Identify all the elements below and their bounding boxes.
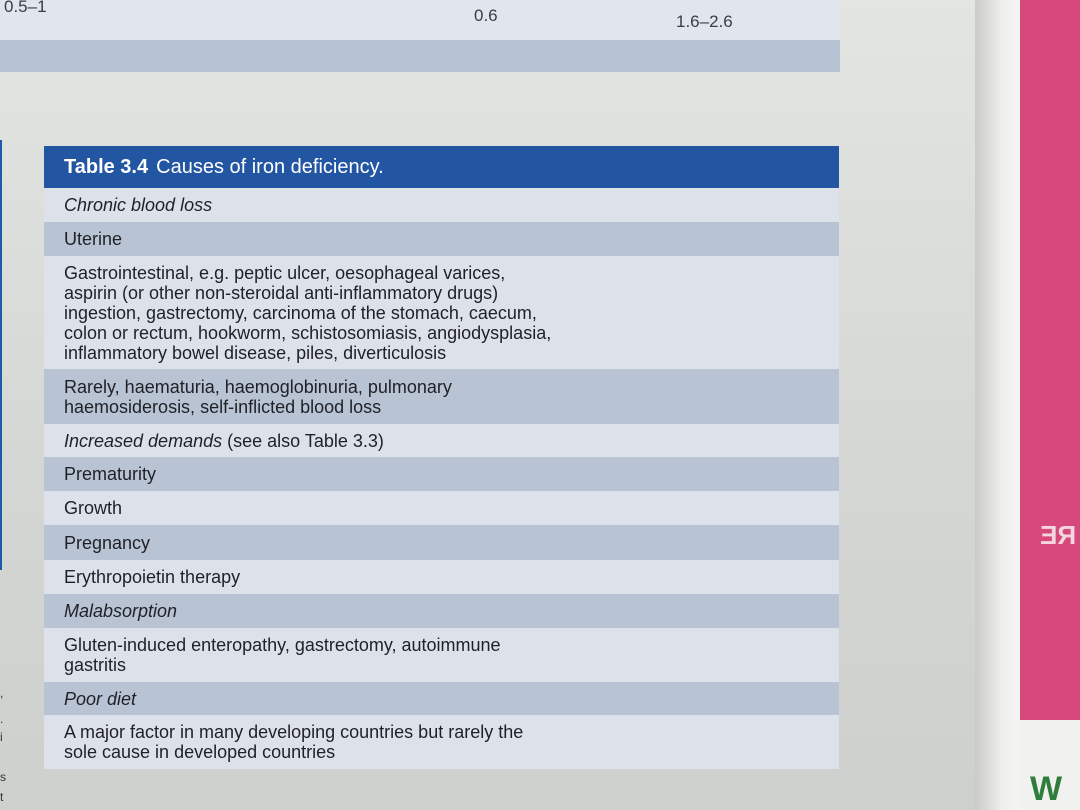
previous-table-row: [0, 40, 840, 72]
margin-mark: t: [0, 790, 4, 804]
table-row-text: Prematurity: [64, 464, 157, 484]
table-row-text: Pregnancy: [64, 532, 151, 553]
table-row: [44, 525, 839, 560]
table-row-text: inflammatory bowel disease, piles, diverticulosis: [64, 342, 447, 363]
table-category-row: [44, 424, 839, 457]
table-row-text: aspirin (or other non-steroidal anti-inflammatory drugs): [64, 282, 499, 303]
table-row: [44, 560, 839, 594]
table-row-text: Malabsorption: [64, 601, 178, 621]
table-row-text: Chronic blood loss: [64, 195, 213, 215]
previous-table-fragment: [0, 0, 840, 72]
table-row: [44, 491, 839, 525]
table-row-line: [64, 431, 819, 451]
table-row-text: Erythropoietin therapy: [64, 567, 241, 587]
table-row-text: Gastrointestinal, e.g. peptic ulcer, oesophageal varices,: [64, 262, 506, 283]
margin-mark: .: [0, 712, 4, 726]
table-row-text: gastritis: [64, 655, 127, 675]
table-category-row: [44, 594, 839, 628]
table-row-text: colon or rectum, hookworm, schistosomiasis, angiodysplasia,: [64, 322, 552, 343]
previous-table-cell: 1.6–2.6: [676, 12, 733, 31]
table-category-row: [44, 682, 839, 715]
table-body: [44, 188, 839, 769]
table-row-text: haemosiderosis, self-inflicted blood loss: [64, 396, 382, 417]
table-row-text: Uterine: [64, 229, 123, 249]
table-row: [44, 256, 839, 369]
table-row-text: sole cause in developed countries: [64, 742, 336, 762]
table-row-suffix: (see also Table 3.3): [222, 430, 384, 451]
book-gutter: [975, 0, 1020, 810]
facing-page-pink: [1020, 0, 1080, 720]
table-row: [44, 369, 839, 424]
table-category-row: [44, 188, 839, 222]
table-number: Table 3.4: [64, 155, 149, 178]
table-row-text: A major factor in many developing countries but rarely the: [64, 722, 524, 742]
iron-deficiency-table: [44, 146, 839, 769]
table-caption: [44, 146, 839, 188]
table-row: [44, 715, 839, 769]
margin-mark: s: [0, 770, 6, 784]
table-row: [44, 628, 839, 682]
table-row: [44, 457, 839, 491]
left-column-rule: [0, 140, 2, 570]
margin-mark: i: [0, 730, 3, 744]
table-row-text: Rarely, haematuria, haemoglobinuria, pulmonary: [64, 376, 452, 397]
table-caption-text: Causes of iron deficiency.: [156, 155, 384, 178]
previous-table-cell: 0.5–1: [4, 0, 47, 16]
table-row-text: ingestion, gastrectomy, carcinoma of the stomach, caecum,: [64, 302, 537, 323]
margin-mark: ,: [0, 686, 4, 700]
table-row-text: Increased demands: [64, 430, 223, 451]
previous-table-cell: 0.6: [474, 6, 498, 25]
table-row: [44, 222, 839, 256]
facing-page-pink-text: RE: [1040, 520, 1077, 550]
table-row-text: Poor diet: [64, 688, 137, 709]
table-row-text: Growth: [64, 498, 123, 518]
table-row-text: Gluten-induced enteropathy, gastrectomy, autoimmune: [64, 635, 501, 655]
facing-page-green-text: W: [1030, 770, 1063, 808]
